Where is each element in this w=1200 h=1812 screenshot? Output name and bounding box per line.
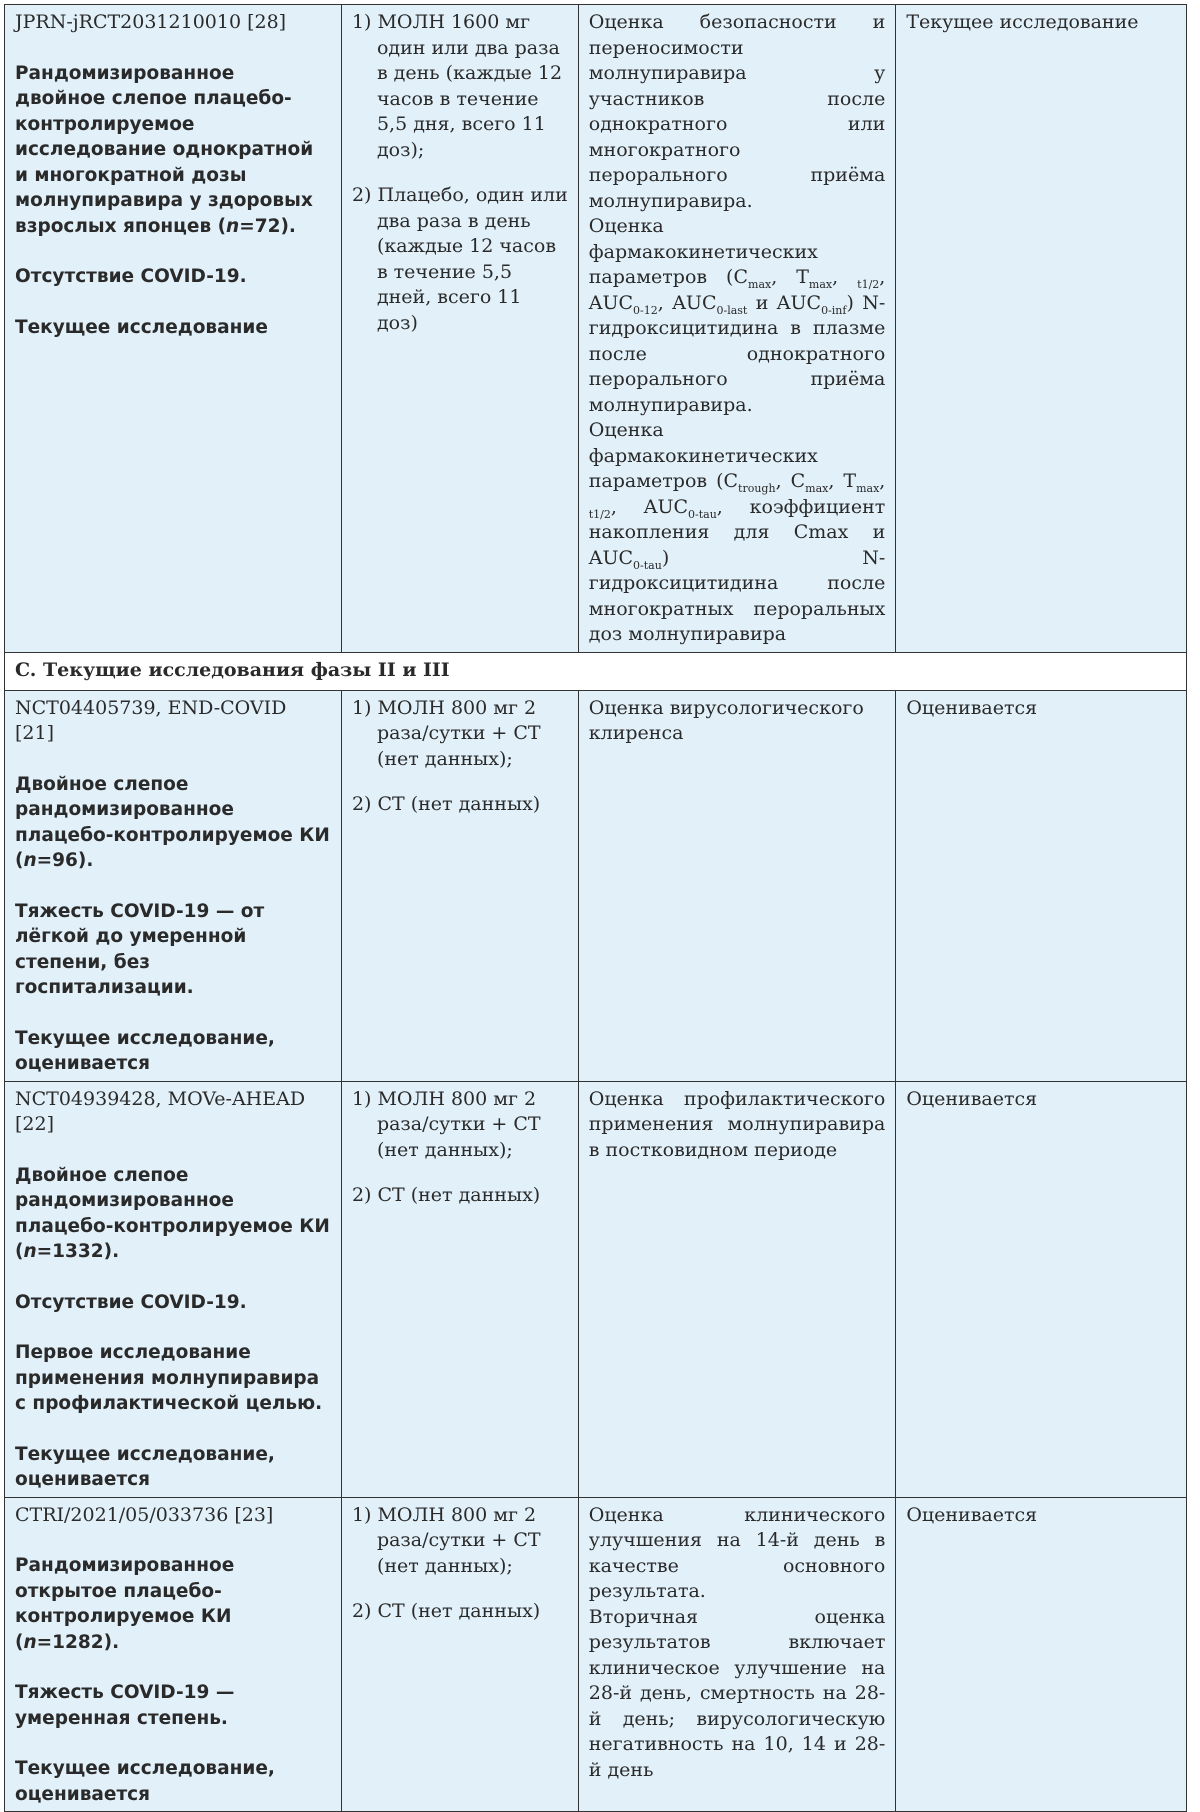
study-id: CTRI/2021/05/033736 [23] [15,1503,274,1526]
n-symbol: n [23,1631,37,1653]
study-condition: Отсутствие COVID-19. [15,266,247,287]
arms-cell [341,690,578,1081]
arm-2: 2) СТ (нет данных) [351,1600,541,1622]
arm-2: 2) Плацебо, один или два раза в день (каждые 12 часов в течение 5,5 дней, всего 11 доз) [351,184,568,334]
study-id: NCT04939428, MOVe-AHEAD [22] [15,1087,306,1135]
study-condition: Тяжесть COVID-19 — умеренная степень. [15,1682,235,1729]
endpoint-paragraph: Оценка безопасности и переносимости молнупиравира у участников после однократного или многократного перорального приёма молнупиравира. [588,11,886,212]
subscript: 0-inf [821,303,847,317]
text-run: , AUC [610,495,689,518]
n-symbol: n [23,850,37,871]
studies-table [4,4,1187,1812]
endpoint-paragraph [589,418,886,648]
table-row [5,1497,1187,1812]
n-value: =72). [239,215,296,237]
endpoints-cell [578,1081,896,1497]
endpoint-paragraph: Оценка профилактического применения молнупиравира в постковидном периоде [588,1087,886,1161]
text-run: ) N-гидроксицитидина после многократных пероральных доз молнупиравира [588,546,886,645]
subscript: t1/2 [857,277,880,291]
text-run: , T [771,266,809,288]
table-row [5,5,1187,653]
endpoint-paragraph [589,214,886,418]
text-run: , AUC [588,266,886,314]
text-run: , T [828,470,857,492]
study-condition: Отсутствие COVID-19. [15,1291,247,1313]
text-run: , C [775,470,806,492]
arm-2: 2) СТ (нет данных) [351,793,541,815]
n-symbol: n [23,1241,37,1262]
study-status: Текущее исследование, оценивается [15,1027,275,1074]
subscript: 0-last [716,303,748,317]
section-row [5,652,1187,690]
text-run: , коэффициент накопления для Cmax и AUC [588,495,886,569]
endpoints-cell [578,5,896,653]
study-status: Текущее исследование, оценивается [15,1758,275,1805]
subscript: 0-12 [633,303,658,317]
subscript: max [748,277,772,291]
n-symbol: n [226,215,240,237]
subscript: max [805,481,829,495]
study-design [15,61,331,240]
arms-cell [341,5,578,653]
arm-1: 1) МОЛН 800 мг 2 раза/сутки + СТ (нет данных); [351,1503,541,1577]
study-condition: Тяжесть COVID-19 — от лёгкой до умеренной степени, без госпитализации. [15,900,265,998]
table-row [5,690,1187,1081]
text-run: Оценка фармакокинетических параметров (C [588,419,818,492]
endpoint-paragraph: Оценка вирусологического клиренса [588,696,864,744]
table-row [5,1081,1187,1497]
result-cell: Оценивается [896,1497,1187,1812]
result-cell: Текущее исследование [896,5,1187,653]
n-value: =96). [36,850,94,871]
n-value: =1332). [36,1241,120,1262]
study-cell [5,1081,342,1497]
arm-1: 1) МОЛН 1600 мг один или два раза в день (каждые 12 часов в течение 5,5 дня, всего 11 доз); [351,11,563,161]
endpoints-cell [578,690,896,1081]
study-cell [5,5,342,653]
text-run: , AUC [657,291,717,314]
endpoint-paragraph: Оценка клинического улучшения на 14-й день в качестве основного результата. [588,1503,886,1602]
text-run: Оценка фармакокинетических параметров (C [588,215,818,288]
subscript: t1/2 [588,507,611,521]
endpoint-paragraph: Вторичная оценка результатов включает клиническое улучшение на 28-й день, смертность на 28-й день; вирусологическую негативность на 10, 14 и 28-й день [588,1605,886,1781]
study-cell [5,690,342,1081]
design-text: Рандомизированное двойное слепое плацебо-контролируемое исследование однократной и многократной дозы молнупиравира у здоровых взрослых японцев ( [15,62,314,237]
subscript: max [808,277,833,291]
arm-1: 1) МОЛН 800 мг 2 раза/сутки + СТ (нет данных); [351,696,541,770]
text-run: , [832,266,858,288]
text-run: ) N-гидроксицитидина в плазме после однократного перорального приёма молнупиравира. [588,291,886,416]
design-text: Двойное слепое рандомизированное плацебо-контролируемое КИ ( [15,773,330,871]
study-design [15,1553,331,1655]
subscript: 0-tau [688,507,717,521]
subscript: trough [738,481,776,495]
result-cell: Оценивается [896,1081,1187,1497]
arm-2: 2) СТ (нет данных) [351,1184,541,1206]
section-heading: C. Текущие исследования фазы II и III [5,652,1187,690]
study-id: NCT04405739, END-COVID [21] [15,696,287,744]
result-cell: Оценивается [896,690,1187,1081]
text-run: и AUC [747,291,822,314]
arms-cell [341,1081,578,1497]
study-design [15,1163,331,1265]
study-design [15,772,331,874]
endpoints-cell [578,1497,896,1812]
study-status: Текущее исследование, оценивается [15,1443,275,1490]
design-text: Двойное слепое рандомизированное плацебо-контролируемое КИ ( [15,1164,330,1262]
study-cell [5,1497,342,1812]
subscript: 0-tau [633,558,662,572]
arms-cell [341,1497,578,1812]
study-status: Текущее исследование [15,316,268,338]
study-id: JPRN-jRCT2031210010 [28] [15,11,287,33]
subscript: max [856,481,880,495]
arm-1: 1) МОЛН 800 мг 2 раза/сутки + СТ (нет данных); [351,1087,541,1161]
study-note: Первое исследование применения молнупиравира с профилактической целью. [15,1342,323,1414]
text-run: , [879,470,886,492]
n-value: =1282). [36,1631,120,1653]
design-text: Рандомизированное открытое плацебо-контролируемое КИ ( [15,1555,235,1653]
